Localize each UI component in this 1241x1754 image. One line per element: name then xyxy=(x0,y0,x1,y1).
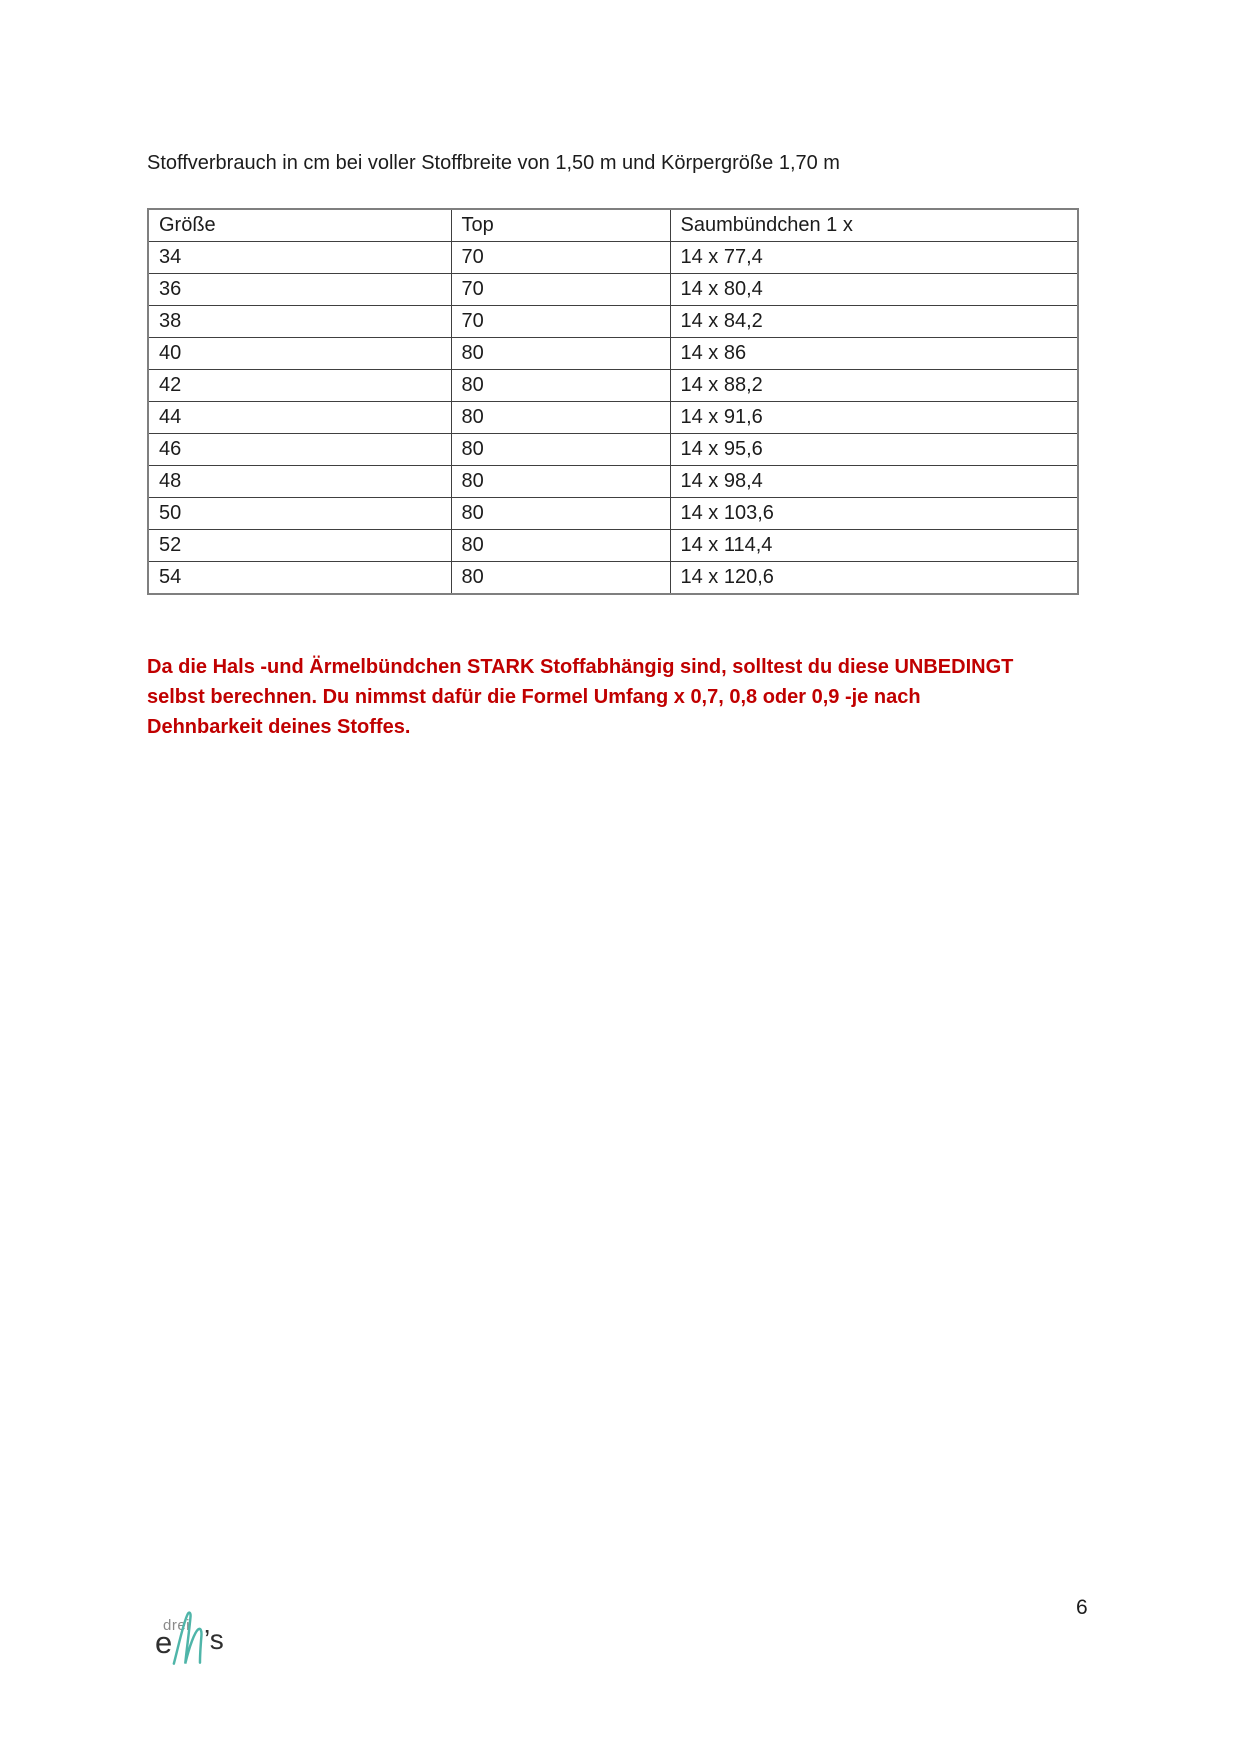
cell-top: 70 xyxy=(451,274,670,306)
warning-note xyxy=(147,652,1013,742)
table-row xyxy=(148,274,1078,306)
header-cell-top: Top xyxy=(451,209,670,242)
cell-groesse: 36 xyxy=(148,274,451,306)
logo-s-text: ’s xyxy=(204,1624,224,1655)
cell-top: 80 xyxy=(451,338,670,370)
cell-saumbuendchen: 14 x 88,2 xyxy=(670,370,1078,402)
cell-groesse: 50 xyxy=(148,498,451,530)
cell-groesse: 48 xyxy=(148,466,451,498)
table-row xyxy=(148,530,1078,562)
warning-note-line: Da die Hals -und Ärmelbündchen STARK Stoffabhängig sind, solltest du diese UNBEDINGT xyxy=(147,656,1014,678)
drei-ems-logo xyxy=(155,1611,245,1671)
cell-groesse: 44 xyxy=(148,402,451,434)
cell-saumbuendchen: 14 x 84,2 xyxy=(670,306,1078,338)
cell-groesse: 40 xyxy=(148,338,451,370)
table-row xyxy=(148,466,1078,498)
cell-top: 80 xyxy=(451,530,670,562)
cell-top: 70 xyxy=(451,242,670,274)
warning-note-line: selbst berechnen. Du nimmst dafür die Formel Umfang x 0,7, 0,8 oder 0,9 -je nach xyxy=(147,686,921,708)
table-row xyxy=(148,242,1078,274)
logo-e-text: e xyxy=(155,1625,173,1660)
cell-saumbuendchen: 14 x 120,6 xyxy=(670,562,1078,595)
cell-top: 80 xyxy=(451,562,670,595)
table-header-row xyxy=(148,209,1078,242)
header-cell-groesse: Größe xyxy=(148,209,451,242)
cell-saumbuendchen: 14 x 86 xyxy=(670,338,1078,370)
table-row xyxy=(148,562,1078,595)
cell-saumbuendchen: 14 x 95,6 xyxy=(670,434,1078,466)
cell-top: 80 xyxy=(451,498,670,530)
cell-groesse: 38 xyxy=(148,306,451,338)
cell-saumbuendchen: 14 x 77,4 xyxy=(670,242,1078,274)
cell-top: 80 xyxy=(451,402,670,434)
table-row xyxy=(148,338,1078,370)
table-row xyxy=(148,498,1078,530)
cell-saumbuendchen: 14 x 80,4 xyxy=(670,274,1078,306)
cell-top: 80 xyxy=(451,466,670,498)
cell-saumbuendchen: 14 x 91,6 xyxy=(670,402,1078,434)
cell-groesse: 54 xyxy=(148,562,451,595)
table-row xyxy=(148,434,1078,466)
cell-groesse: 42 xyxy=(148,370,451,402)
cell-top: 80 xyxy=(451,434,670,466)
fabric-consumption-table xyxy=(147,208,1079,595)
warning-note-line: Dehnbarkeit deines Stoffes. xyxy=(147,716,411,738)
cell-groesse: 46 xyxy=(148,434,451,466)
page-number: 6 xyxy=(1076,1596,1088,1619)
cell-top: 70 xyxy=(451,306,670,338)
table-row xyxy=(148,370,1078,402)
table-row xyxy=(148,402,1078,434)
logo-drei-text: drei xyxy=(163,1617,191,1634)
cell-saumbuendchen: 14 x 114,4 xyxy=(670,530,1078,562)
cell-groesse: 52 xyxy=(148,530,451,562)
cell-saumbuendchen: 14 x 103,6 xyxy=(670,498,1078,530)
header-cell-saumbuendchen: Saumbündchen 1 x xyxy=(670,209,1078,242)
page-title: Stoffverbrauch in cm bei voller Stoffbreite von 1,50 m und Körpergröße 1,70 m xyxy=(147,152,840,174)
cell-top: 80 xyxy=(451,370,670,402)
table-row xyxy=(148,306,1078,338)
cell-groesse: 34 xyxy=(148,242,451,274)
cell-saumbuendchen: 14 x 98,4 xyxy=(670,466,1078,498)
